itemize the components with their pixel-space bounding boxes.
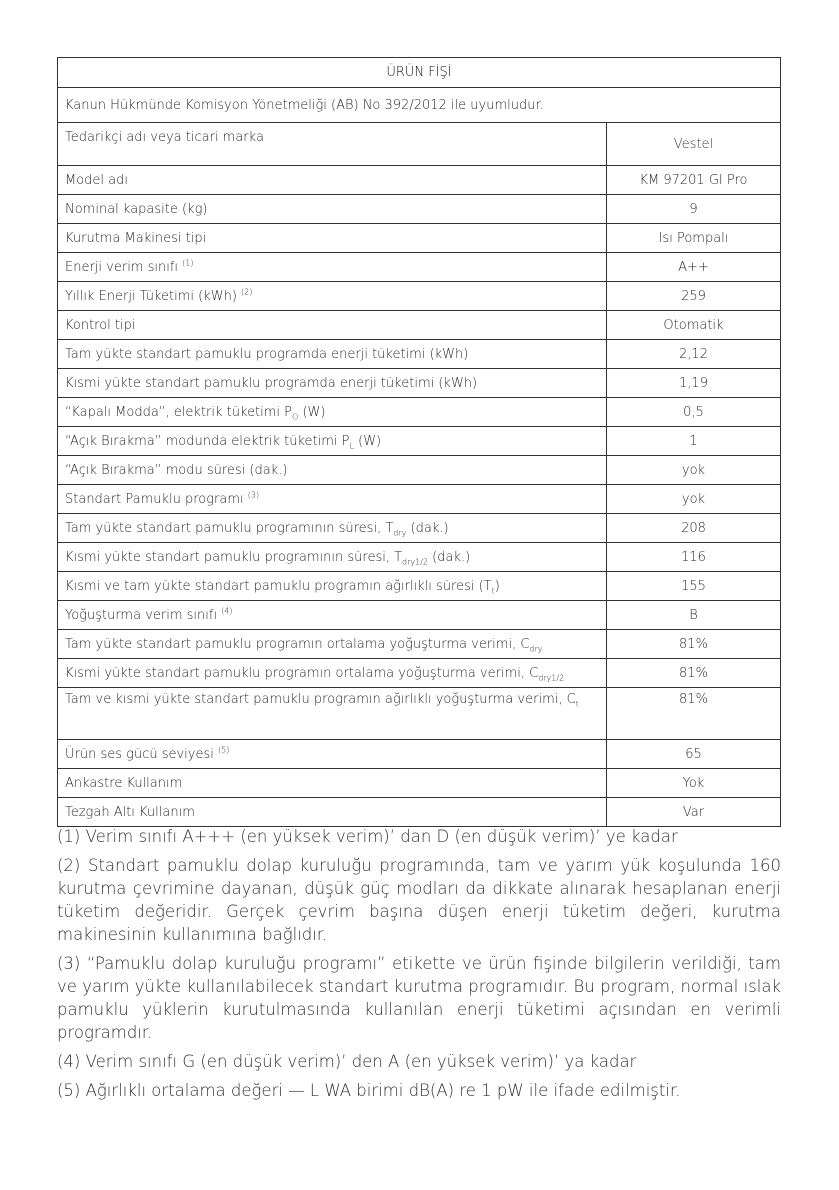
product-fiche-table — [57, 57, 781, 827]
regulation-compliance: Kanun Hükmünde Komisyon Yönetmeliği (AB) No 392/2012 ile uyumludur. — [58, 88, 781, 123]
spec-value: Otomatik — [606, 311, 780, 340]
footnote-5: (5) Ağırlıklı ortalama değeri — L WA birimi dB(A) re 1 pW ile ifade edilmiştir. — [57, 1081, 681, 1100]
spec-row — [58, 630, 781, 659]
spec-label: Tam yükte standart pamuklu programda enerji tüketimi (kWh) — [58, 340, 607, 369]
spec-value: A++ — [606, 253, 780, 282]
spec-row — [58, 659, 781, 688]
spec-row — [58, 485, 781, 514]
spec-row — [58, 601, 781, 630]
spec-row — [58, 688, 781, 740]
spec-row — [58, 543, 781, 572]
spec-label: Tezgah Altı Kullanım — [58, 798, 607, 827]
subscript: L — [349, 441, 354, 451]
spec-label: Tam ve kısmi yükte standart pamuklu programın ağırlıklı yoğuşturma verimi, $C_t$ — [58, 688, 607, 740]
spec-value: KM 97201 GI Pro — [606, 166, 780, 195]
spec-label: Tam yükte standart pamuklu programının süresi, $T_{dry}$ (dak.) — [58, 514, 607, 543]
spec-value: 9 — [606, 195, 780, 224]
spec-row — [58, 740, 781, 769]
spec-value: B — [606, 601, 780, 630]
spec-row — [58, 514, 781, 543]
spec-value: 81% — [606, 688, 780, 740]
fiche-title: ÜRÜN FİŞİ — [58, 58, 781, 88]
brand-name: Vestel — [606, 123, 780, 166]
spec-row — [58, 311, 781, 340]
spec-row — [58, 166, 781, 195]
spec-value: 155 — [606, 572, 780, 601]
spec-row — [58, 369, 781, 398]
subscript: dry1/2 — [538, 673, 565, 683]
spec-label: Ürün ses gücü seviyesi $^{(5)}$ — [58, 740, 607, 769]
footnote-ref: (5) — [218, 745, 230, 755]
footnote-ref: (2) — [241, 287, 253, 297]
spec-label: Enerji verim sınıfı $^{(1)}$ — [58, 253, 607, 282]
spec-label: Yoğuşturma verim sınıfı $^{(4)}$ — [58, 601, 607, 630]
spec-label: Kontrol tipi — [58, 311, 607, 340]
spec-value: 81% — [606, 659, 780, 688]
spec-label: Tedarikçi adı veya ticari marka — [58, 123, 607, 166]
spec-label: Kısmi ve tam yükte standart pamuklu programın ağırlıklı süresi $(T_t)$ — [58, 572, 607, 601]
spec-row — [58, 224, 781, 253]
spec-value: Var — [606, 798, 780, 827]
spec-row — [58, 340, 781, 369]
spec-row — [58, 123, 781, 166]
subscript: O — [292, 412, 299, 422]
spec-label: Kısmi yükte standart pamuklu programda enerji tüketimi (kWh) — [58, 369, 607, 398]
subscript: dry — [529, 644, 543, 654]
spec-value: 2,12 — [606, 340, 780, 369]
spec-label: Tam yükte standart pamuklu programın ortalama yoğuşturma verimi, $C_{dry}$ — [58, 630, 607, 659]
footnote-ref: (1) — [182, 258, 194, 268]
subscript: dry — [393, 528, 407, 538]
spec-value: 0,5 — [606, 398, 780, 427]
spec-value: yok — [606, 485, 780, 514]
spec-row — [58, 427, 781, 456]
spec-row — [58, 253, 781, 282]
spec-label: “Kapalı Modda”, elektrik tüketimi $P_O$ (W) — [58, 398, 607, 427]
spec-row — [58, 798, 781, 827]
spec-label: Nominal kapasite (kg) — [58, 195, 607, 224]
spec-label: Standart Pamuklu programı $^{(3)}$ — [58, 485, 607, 514]
spec-label: Kısmi yükte standart pamuklu programın ortalama yoğuşturma verimi, $C_{dry1/2}$ — [58, 659, 607, 688]
spec-value: 81% — [606, 630, 780, 659]
spec-label: “Açık Bırakma” modunda elektrik tüketimi $P_L$ (W) — [58, 427, 607, 456]
spec-value: 65 — [606, 740, 780, 769]
spec-label: Ankastre Kullanım — [58, 769, 607, 798]
spec-label: “Açık Bırakma” modu süresi (dak.) — [58, 456, 607, 485]
spec-value: Isı Pompalı — [606, 224, 780, 253]
spec-value: 259 — [606, 282, 780, 311]
spec-value: 208 — [606, 514, 780, 543]
spec-label: Yıllık Enerji Tüketimi (kWh) $^{(2)}$ — [58, 282, 607, 311]
spec-label: Kurutma Makinesi tipi — [58, 224, 607, 253]
spec-value: Yok — [606, 769, 780, 798]
spec-row — [58, 195, 781, 224]
product-fiche — [57, 57, 781, 827]
subscript: t — [491, 586, 495, 596]
subscript: dry1/2 — [402, 557, 429, 567]
subscript: t — [575, 699, 579, 709]
spec-value: 1,19 — [606, 369, 780, 398]
spec-value: 116 — [606, 543, 780, 572]
spec-row — [58, 398, 781, 427]
footnote-ref: (4) — [221, 606, 233, 616]
footnote-3: (3) “Pamuklu dolap kuruluğu programı” etikette ve ürün fişinde bilgilerin verildiği, tam ve yarım yükte kullanılabilecek standart kurutma programıdır. Bu program, normal ıslak pamuklu yüklerin kurutulmasında kullanılan enerji tüketimi açısından en verimli programdır. — [57, 954, 781, 1042]
footnote-2: (2) Standart pamuklu dolap kuruluğu programında, tam ve yarım yük koşulunda 160 kurutma çevrimine dayanan, düşük güç modları da dikkate alınarak hesaplanan enerji tüketim değeridir. Gerçek çevrim başına düşen enerji tüketim değeri, kurutma makinesinin kullanımına bağlıdır. — [57, 856, 781, 944]
footnote-1: (1) Verim sınıfı A+++ (en yüksek verim)’ dan D (en düşük verim)’ ye kadar — [57, 827, 678, 846]
spec-row — [58, 456, 781, 485]
spec-label: Kısmi yükte standart pamuklu programının süresi, $T_{dry1/2}$ (dak.) — [58, 543, 607, 572]
footnotes — [57, 825, 781, 1108]
spec-row — [58, 282, 781, 311]
spec-value: 1 — [606, 427, 780, 456]
spec-value: yok — [606, 456, 780, 485]
footnote-ref: (3) — [247, 490, 260, 500]
spec-row — [58, 769, 781, 798]
spec-label: Model adı — [58, 166, 607, 195]
footnote-4: (4) Verim sınıfı G (en düşük verim)’ den A (en yüksek verim)’ ya kadar — [57, 1052, 637, 1071]
spec-row — [58, 572, 781, 601]
